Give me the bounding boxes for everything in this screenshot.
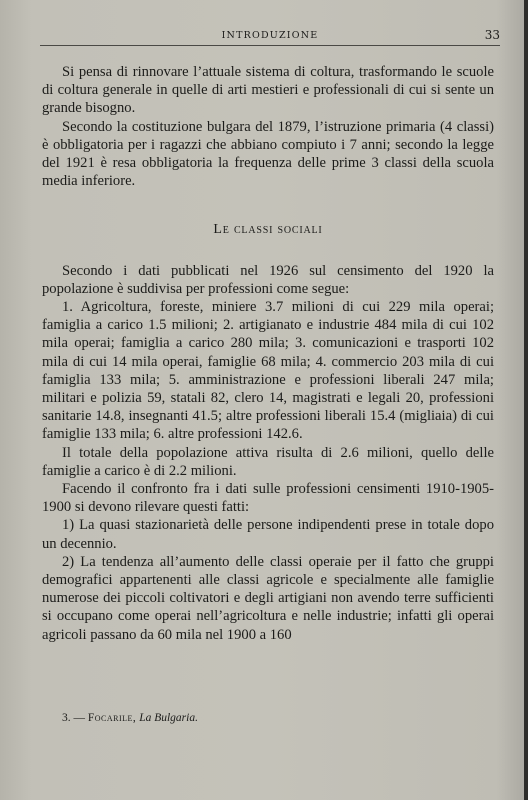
paragraph: 1) La quasi stazionarietà delle persone indipendenti prese in totale dopo un decennio. (42, 517, 494, 552)
footer-author: Focarile, (87, 712, 137, 724)
page-header (40, 24, 500, 44)
page-number: 33 (484, 28, 500, 42)
page-footer (62, 712, 198, 724)
running-head: INTRODUZIONE (221, 30, 319, 41)
page-edge-shadow (524, 0, 528, 800)
section-title: Le classi sociali (213, 222, 323, 238)
paragraph: Si pensa di rinnovare l’attuale sistema di coltura, trasformando le scuole di coltura generale in quelle di arti mestieri e professionali di cui si sente un grande bisogno. (42, 64, 494, 117)
paragraph: 1. Agricoltura, foreste, miniere 3.7 milioni di cui 229 mila operai; famiglia a carico 1.5 milioni; 2. artigianato e industrie 484 mila di cui 102 mila operai; famiglia a carico 280 mila; 3. comunicazioni e trasporti 102 mila di cui 14 mila operai, famiglie 68 mila; 4. commercio 203 mila di cui famiglia 133 mila; 5. amministrazione e professioni liberali 247 mila; militari e polizia 59, statali 82, clero 14, magistrati e legali 20, professioni sanitarie 14.8, insegnanti 41.5; altre professioni liberali 15.4 (migliaia) di cui famiglie 133 mila; 6. altre professioni 142.6. (42, 299, 494, 443)
paragraph: Secondo i dati pubblicati nel 1926 sul censimento del 1920 la popolazione è suddivisa per professioni come segue: (42, 262, 494, 297)
footer-title: La Bulgaria. (139, 712, 198, 724)
paragraph: Secondo la costituzione bulgara del 1879, l’istruzione primaria (4 classi) è obbligatoria per i ragazzi che abbiano compiuto i 7 anni; secondo la legge del 1921 è resa obbligatoria la frequenza delle prime 3 classi della scuola media inferiore. (42, 118, 494, 190)
body-text (42, 63, 494, 644)
paragraph: 2) La tendenza all’aumento delle classi operaie per il fatto che gruppi demografici appartenenti alle classi agricole e specialmente alle famiglie numerose dei piccoli coltivatori e degli artigiani non avendo terre sufficienti si occupano come operai nell’agricoltura e nelle industrie; infatti gli operai agricoli passano da 60 mila nel 1900 a 160 (42, 553, 494, 643)
footer-number: 3. — (62, 712, 85, 724)
paragraph: Il totale della popolazione attiva risulta di 2.6 milioni, quello delle famiglie a carico è di 2.2 milioni. (42, 444, 494, 479)
paragraph: Facendo il confronto fra i dati sulle professioni censimenti 1910-1905-1900 si devono rilevare questi fatti: (42, 481, 494, 516)
header-rule (40, 45, 500, 46)
